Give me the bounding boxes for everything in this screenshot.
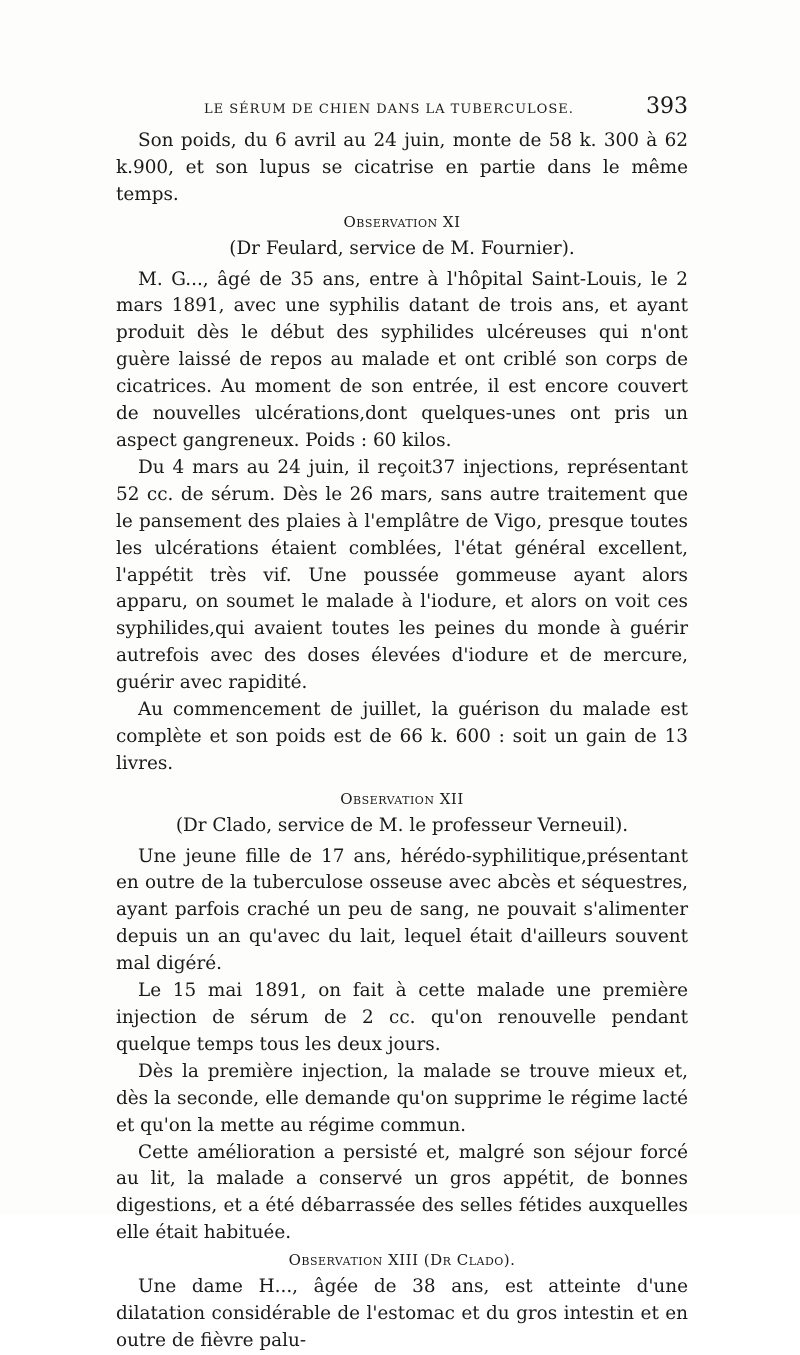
paragraph: Du 4 mars au 24 juin, il reçoit37 injections, représentant 52 cc. de sérum. Dès le 26 mars, sans autre traitement que le pansement des plaies à l'emplâtre de Vigo, presque toutes les ulcérations étaient comblées, l'état général excellent, l'appétit très vif. Une poussée gommeuse ayant alors apparu, on soumet le malade à l'iodure, et alors on voit ces syphilides,qui avaient toutes les peines du monde à guérir autrefois avec des doses élevées d'iodure et de mercure, guérir avec rapidité.	[116, 456, 688, 694]
paragraph: M. G..., âgé de 35 ans, entre à l'hôpital Saint-Louis, le 2 mars 1891, avec une syphilis datant de trois ans, et ayant produit dès le début des syphilides ulcéreuses qui n'ont guère laissé de repos au malade et ont criblé son corps de cicatrices. Au moment de son entrée, il est encore couvert de nouvelles ulcérations,dont quelques-unes ont pris un aspect gangreneux. Poids : 60 kilos.	[116, 268, 688, 451]
paragraph: Dès la première injection, la malade se trouve mieux et, dès la seconde, elle demande qu'on supprime le régime lacté et qu'on la mette au régime commun.	[116, 1060, 688, 1136]
observation-title: Observation XI	[343, 212, 461, 231]
body-text	[116, 128, 688, 1355]
observation-title: Observation XII	[340, 789, 464, 808]
observation-title: Observation XIII (Dr Clado).	[288, 1251, 516, 1270]
paragraph: Une jeune fille de 17 ans, hérédo-syphilitique,présentant en outre de la tuberculose osseuse avec abcès et séquestres, ayant parfois craché un peu de sang, ne pouvait s'alimenter depuis un an qu'avec du lait, lequel était d'ailleurs souvent mal digéré.	[116, 845, 688, 975]
paragraph: Une dame H..., âgée de 38 ans, est atteinte d'une dilatation considérable de l'estomac et du gros intestin et en outre de fièvre palu-	[116, 1276, 688, 1351]
paragraph: Le 15 mai 1891, on fait à cette malade une première injection de sérum de 2 cc. qu'on renouvelle pendant quelque temps tous les deux jours.	[116, 980, 688, 1055]
running-title: LE SÉRUM DE CHIEN DANS LA TUBERCULOSE.	[204, 102, 574, 117]
observation-subtitle: (Dr Clado, service de M. le professeur Verneuil).	[175, 814, 629, 836]
paragraph: Au commencement de juillet, la guérison du malade est complète et son poids est de 66 k. 600 : soit un gain de 13 livres.	[116, 699, 688, 774]
paragraph: Cette amélioration a persisté et, malgré son séjour forcé au lit, la malade a conservé un gros appétit, de bonnes digestions, et a été débarrassée des selles fétides auxquelles elle était habituée.	[116, 1141, 688, 1244]
observation-subtitle: (Dr Feulard, service de M. Fournier).	[229, 237, 575, 259]
page-number: 393	[646, 94, 688, 119]
paragraph: Son poids, du 6 avril au 24 juin, monte de 58 k. 300 à 62 k.900, et son lupus se cicatrise en partie dans le même temps.	[116, 130, 688, 205]
page-header	[118, 94, 688, 126]
